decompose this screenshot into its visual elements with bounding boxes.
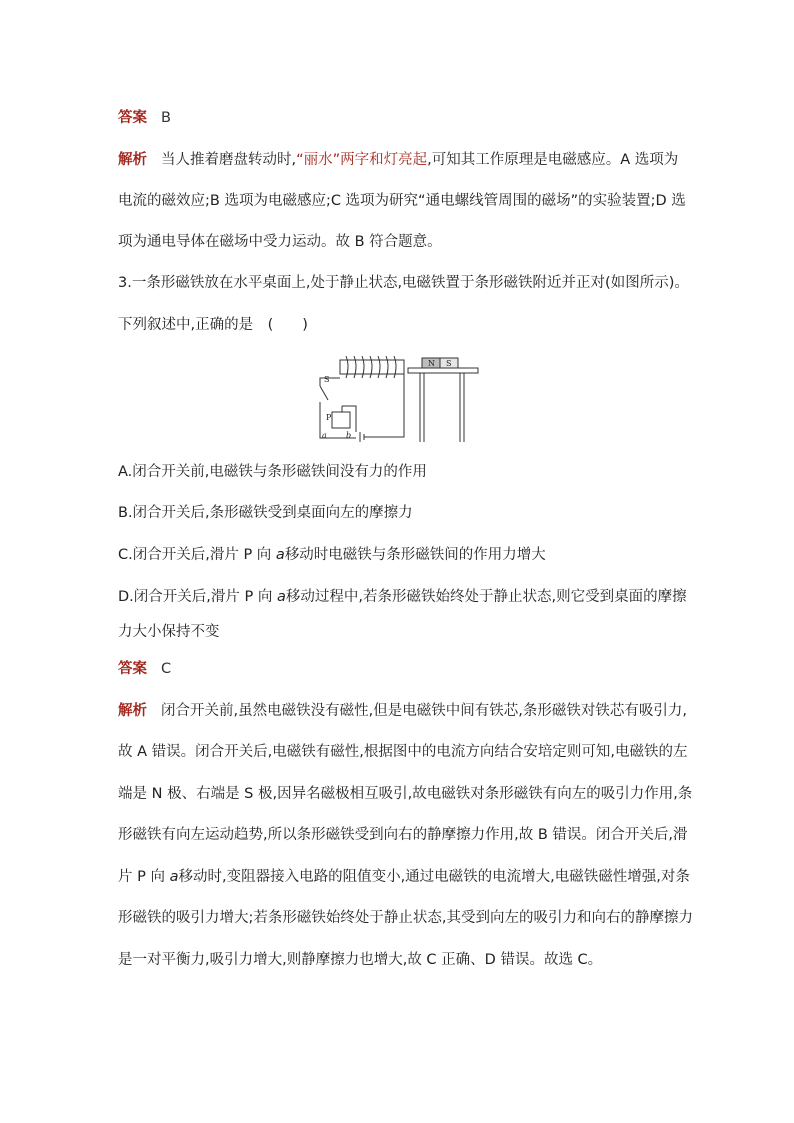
- answer-label: 答案: [118, 661, 147, 677]
- analysis-text: 片 P 向: [118, 869, 170, 885]
- option-c-text: C.闭合开关后,滑片 P 向: [118, 547, 276, 563]
- question-stem: 3.一条形磁铁放在水平桌面上,处于静止状态,电磁铁置于条形磁铁附近并正对(如图所示)。: [118, 275, 689, 291]
- table-top: [408, 368, 478, 373]
- answer-value: C: [161, 661, 172, 677]
- analysis-text: 移动时,变阻器接入电路的阻值变小,通过电磁铁的电流增大,电磁铁磁性增强,对条: [178, 869, 690, 885]
- switch: [320, 386, 328, 400]
- option-c-text: 移动时电磁铁与条形磁铁间的作用力增大: [284, 547, 546, 563]
- magnet-s-label: S: [446, 359, 452, 368]
- option-d-text: D.闭合开关后,滑片 P 向: [118, 589, 277, 605]
- analysis-line: [118, 150, 678, 170]
- analysis-line: 形磁铁的吸引力增大;若条形磁铁始终处于静止状态,其受到向左的吸引力和向右的静摩擦力: [118, 910, 693, 926]
- option-d-continued: 力大小保持不变: [118, 624, 220, 640]
- analysis-label: 解析: [118, 703, 147, 719]
- rheostat: [332, 412, 350, 428]
- slider-label: P: [326, 413, 332, 422]
- analysis-text: 闭合开关前,虽然电磁铁没有磁性,但是电磁铁中间有铁芯,条形磁铁对铁芯有吸引力,: [161, 703, 687, 719]
- circuit-figure: [312, 352, 482, 444]
- option-d-var: a: [276, 589, 286, 605]
- answer-label: 答案: [118, 110, 147, 126]
- analysis-line: [118, 867, 690, 887]
- terminal-b-label: b: [346, 431, 352, 440]
- switch-label: S: [324, 375, 330, 384]
- highlight-text: “丽水”两字和灯亮起: [296, 152, 428, 168]
- analysis-label: 解析: [118, 152, 147, 168]
- analysis-line: [118, 701, 687, 721]
- question-stem: 下列叙述中,正确的是 ( ): [118, 317, 308, 333]
- analysis-var: a: [169, 869, 179, 885]
- answer-line: [118, 108, 171, 128]
- analysis-line: 形磁铁有向左运动趋势,所以条形磁铁受到向右的静摩擦力作用,故 B 错误。闭合开关后,滑: [118, 827, 688, 843]
- analysis-text: 当人推着磨盘转动时,: [161, 152, 297, 168]
- answer-line: [118, 659, 171, 679]
- wire: [320, 378, 340, 386]
- analysis-line: 电流的磁效应;B 选项为电磁感应;C 选项为研究“通电螺线管周围的磁场”的实验装置;D 选: [118, 193, 686, 209]
- terminal-a-label: a: [322, 431, 327, 440]
- analysis-line: 端是 N 极、右端是 S 极,因异名磁极相互吸引,故电磁铁对条形磁铁有向左的吸引力作用,条: [118, 786, 693, 802]
- magnet-n-label: N: [428, 359, 435, 368]
- option-b: B.闭合开关后,条形磁铁受到桌面向左的摩擦力: [118, 505, 413, 521]
- option-c-var: a: [275, 547, 285, 563]
- analysis-line: 故 A 错误。闭合开关后,电磁铁有磁性,根据图中的电流方向结合安培定则可知,电磁铁的左: [118, 744, 688, 760]
- analysis-line: 是一对平衡力,吸引力增大,则静摩擦力也增大,故 C 正确、D 错误。故选 C。: [118, 952, 603, 968]
- analysis-text: ,可知其工作原理是电磁感应。A 选项为: [427, 152, 679, 168]
- wire: [364, 374, 404, 437]
- answer-value: B: [161, 110, 171, 126]
- option-c: [118, 545, 546, 565]
- option-d-text: 移动过程中,若条形磁铁始终处于静止状态,则它受到桌面的摩擦: [285, 589, 687, 605]
- electromagnet-coil: [346, 356, 396, 378]
- analysis-line: 项为通电导体在磁场中受力运动。故 B 符合题意。: [118, 234, 442, 250]
- option-a: A.闭合开关前,电磁铁与条形磁铁间没有力的作用: [118, 464, 427, 480]
- option-d: [118, 587, 687, 607]
